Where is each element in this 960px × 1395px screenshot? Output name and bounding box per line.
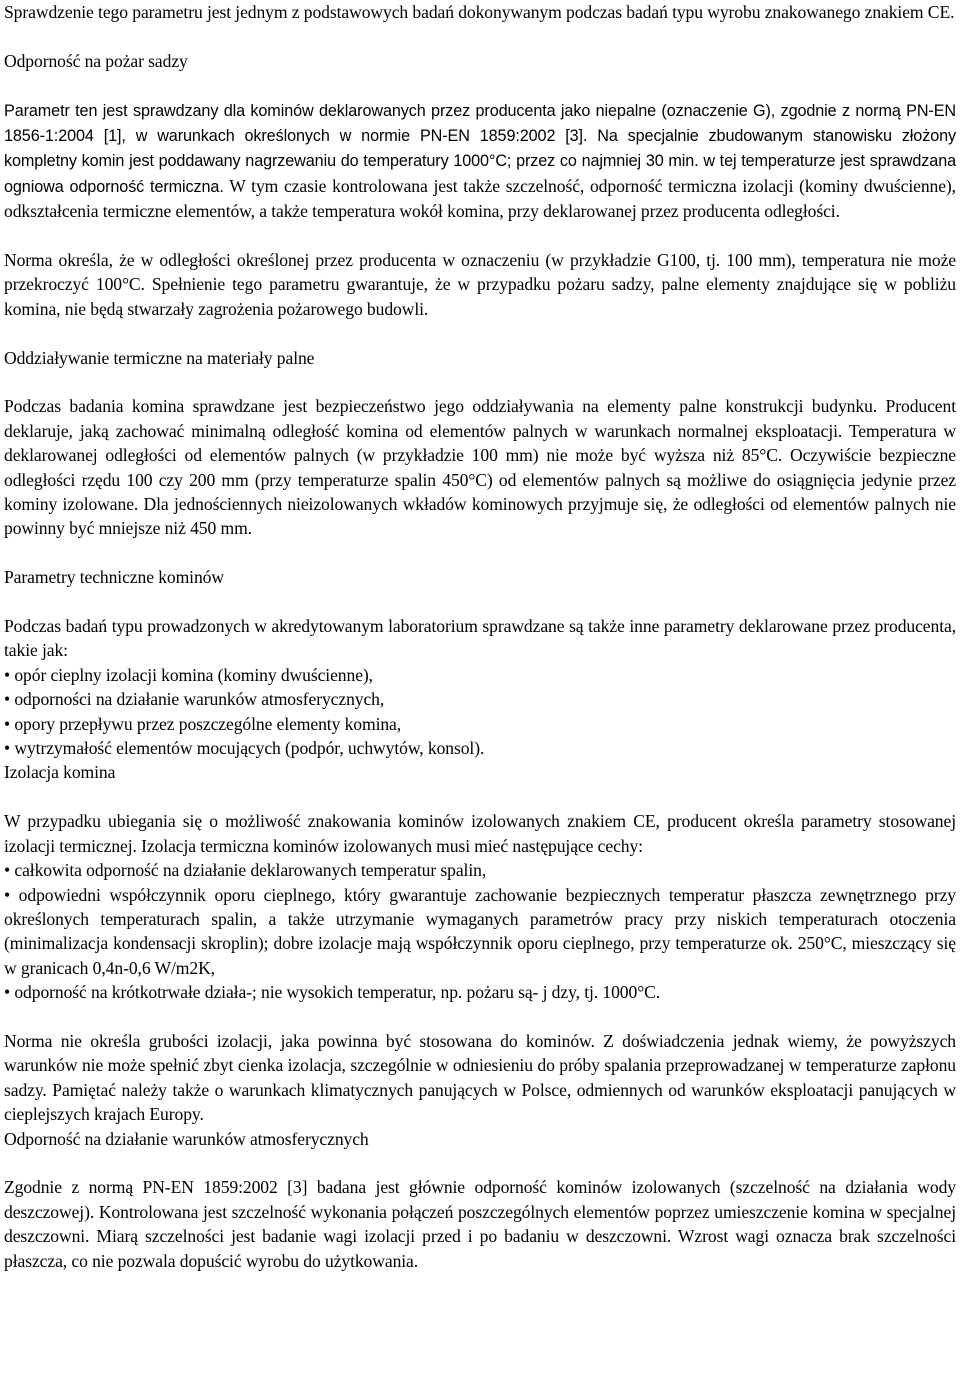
spacer [4, 73, 956, 97]
spacer [4, 1151, 956, 1175]
weather-paragraph: Zgodnie z normą PN-EN 1859:2002 [3] badana jest głównie odporność kominów izolowanych (szczelność na działania wody deszczowej). Kontrolowana jest szczelność wykonania połączeń poszczególnych elementów poprzez umieszczenie komina w specjalnej deszczowni. Miarą szczelności jest badanie wagi izolacji przed i po badaniu w deszczowni. Wzrost wagi oznacza brak szczelności płaszcza, co nie pozwala dopuścić wyrobu do użytkowania. [4, 1177, 956, 1271]
list-item: • opór cieplny izolacji komina (kominy dwuścienne), [4, 663, 956, 687]
spacer [4, 785, 956, 809]
insulation-paragraph-1: W przypadku ubiegania się o możliwość znakowania kominów izolowanych znakiem CE, producent określa parametry stosowanej izolacji termicznej. Izolacja termiczna kominów izolowanych musi mieć następujące cechy: [4, 811, 956, 856]
list-item: • opory przepływu przez poszczególne elementy komina, [4, 712, 956, 736]
intro-paragraph: Sprawdzenie tego parametru jest jednym z podstawowych badań dokonywanym podczas badań typu wyrobu znakowanego znakiem CE. [4, 2, 955, 22]
section-heading-params: Parametry techniczne kominów [4, 567, 224, 588]
section-heading-weather: Odporność na działanie warunków atmosferycznych [4, 1128, 369, 1149]
soot-fire-paragraph-2: Norma określa, że w odległości określonej przez producenta w oznaczeniu (w przykładzie G100, tj. 100 mm), temperatura nie może przekroczyć 100°C. Spełnienie tego parametru gwarantuje, że w przypadku pożaru sadzy, palne elementy znajdujące się w pobliżu komina, nie będą stwarzały zagrożenia pożarowego budowli. [4, 250, 956, 319]
spacer [4, 1005, 956, 1029]
insulation-bullet-list [4, 858, 956, 1004]
list-item: • całkowita odporność na działanie deklarowanych temperatur spalin, [4, 858, 956, 882]
spacer [4, 541, 956, 565]
list-item: • odporność na krótkotrwałe działa-; nie wysokich temperatur, np. pożaru są- j dzy, tj. 1000°C. [4, 980, 956, 1004]
spacer [4, 224, 956, 248]
spacer [4, 321, 956, 345]
soot-fire-paragraph-1-serif-part: W tym czasie kontrolowana jest także szczelność, odporność termiczna izolacji (kominy dwuścienne), odkształcenia termiczne elementów, a także temperatura wokół komina, przy deklarowanej przez producenta odległości. [4, 175, 956, 222]
insulation-paragraph-2: Norma nie określa grubości izolacji, jaka powinna być stosowana do kominów. Z doświadczenia jednak wiemy, że powyższych warunków nie może spełnić zbyt cienka izolacja, szczególnie w odniesieniu do próby spalania przeprowadzanej w temperaturze zapłonu sadzy. Pamiętać należy także o warunkach klimatycznych panujących w Polsce, odmiennych od warunków eksploatacji panujących w cieplejszych krajach Europy. [4, 1030, 956, 1125]
document-page [4, 0, 956, 1273]
thermal-paragraph: Podczas badania komina sprawdzane jest bezpieczeństwo jego oddziaływania na elementy palne konstrukcji budynku. Producent deklaruje, jaką zachować minimalną odległość komina od elementów palnych w warunkach normalnej eksploatacji. Temperatura w deklarowanej odległości od elementów palnych (w przykładzie 100 mm) nie może być wyższa niż 85°C. Oczywiście bezpieczne odległości rzędu 100 czy 200 mm (przy temperaturze spalin 450°C) od elementów palnych są możliwe do osiągnięcia jedynie przez kominy izolowane. Dla jednościennych nieizolowanych wkładów kominowych przyjmuje się, że odległości od elementów palnych nie powinny być mniejsze niż 450 mm. [4, 396, 956, 539]
spacer [4, 370, 956, 394]
section-heading-soot-fire: Odporność na pożar sadzy [4, 50, 188, 71]
list-item: • odpowiedni współczynnik oporu cieplnego, który gwarantuje zachowanie bezpiecznych temperatur płaszcza zewnętrznego przy określonych temperaturach spalin, a także utrzymanie wymaganych parametrów pracy przy niskich temperaturach otoczenia (minimalizacja kondensacji skroplin); dobre izolacje mają współczynnik oporu cieplnego, przy temperaturze ok. 250°C, mieszczący się w granicach 0,4n-0,6 W/m2K, [4, 883, 956, 981]
params-paragraph: Podczas badań typu prowadzonych w akredytowanym laboratorium sprawdzane są także inne parametry deklarowane przez producenta, takie jak: [4, 616, 956, 661]
params-bullet-list [4, 663, 956, 761]
soot-fire-paragraph-1 [4, 98, 956, 224]
section-heading-insulation: Izolacja komina [4, 762, 116, 783]
spacer [4, 590, 956, 614]
section-heading-thermal: Oddziaływanie termiczne na materiały palne [4, 347, 315, 368]
soot-fire-paragraph-1-sans-part: Parametr ten jest sprawdzany dla kominów deklarowanych przez producenta jako niepalne (oznaczenie G), zgodnie z normą PN-EN 1856-1:2004 [1], w warunkach określonych w normie PN-EN 1859:2002 [3]. Na specjalnie zbudowanym stanowisku złożony kompletny komin jest poddawany nagrzewaniu do temperatury 1000°C; przez co najmniej 30 min. w tej temperaturze jest sprawdzana ogniowa odporność termiczna. [4, 101, 956, 196]
list-item: • odporności na działanie warunków atmosferycznych, [4, 687, 956, 711]
spacer [4, 24, 956, 48]
list-item: • wytrzymałość elementów mocujących (podpór, uchwytów, konsol). [4, 736, 956, 760]
